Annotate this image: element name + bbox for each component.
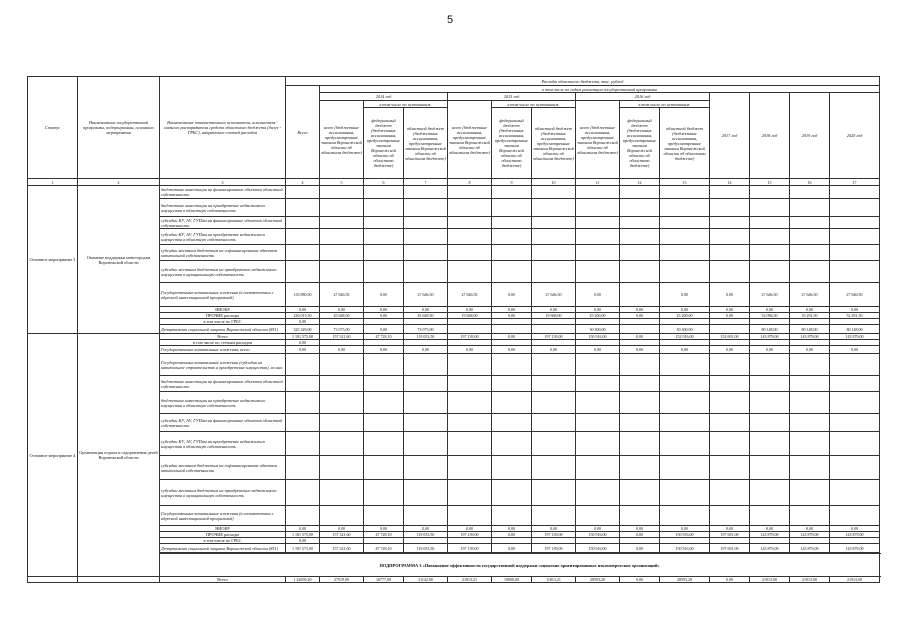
hdr-year-2017: 2017 год xyxy=(710,93,750,179)
row-label: НИОКР xyxy=(160,307,286,313)
row-label: Государственные капитальные вложения (в соответствии с адресной инвестиционной программой) xyxy=(160,283,286,307)
row-label: субсидии местным бюджетам на софинансирование объектов капитальной собственности xyxy=(160,456,286,480)
table-row: Департамент социальной защиты Воронежской области (851) 325 349,00 73 075,00 0,00 73 075,00 30 300,00 30 300,00 80 148,00 80 148,00 80 148,00 xyxy=(28,325,880,334)
subprogram-title: ПОДПРОГРАММА 3 «Повышение эффективности государственной поддержки социально ориентированных некоммерческих организаций» xyxy=(160,554,880,577)
budget-table xyxy=(27,76,880,583)
hdr-sources-2014: в том числе по источникам: xyxy=(364,101,448,108)
hdr-total-2016: всего (бюджетные ассигнования, предусмотренные законом Воронежской области об областном бюджете) xyxy=(576,101,620,179)
hdr-obl-2015: областной бюджет (бюджетные ассигнования, предусмотренные законом Воронежской области об областном бюджете) xyxy=(532,108,576,179)
hdr-executor: Наименование ответственного исполнителя, исполнителя - главного распорядителя средств областного бюджета (далее - ГРБС), направление статей расходов xyxy=(160,77,286,179)
hdr-incl-years: в том числе по годам реализации государственной программы xyxy=(320,86,880,93)
hdr-year-2015: 2015 год xyxy=(448,93,576,101)
row-label: в том числе по ГРБС xyxy=(160,538,286,544)
table-row: НИОКР 0,00 0,00 0,00 0,00 0,00 0,00 0,00 0,00 0,00 0,00 0,00 0,00 0,00 0,00 xyxy=(28,526,880,532)
table-row: в том числе по статьям расходов 0,00 xyxy=(28,340,880,346)
row-label: Департамент социальной защиты Воронежской области (851) xyxy=(160,325,286,334)
table-row: Государственные капитальные вложения, всего 0,00 0,00 0,00 0,00 0,00 0,00 0,00 0,00 0,00 0,00 0,00 0,00 0,00 0,00 xyxy=(28,346,880,354)
hdr-year-2020: 2020 год xyxy=(830,93,880,179)
row-label: бюджетные инвестиции на приобретение недвижимого имущества в областную собственность xyxy=(160,199,286,217)
hdr-fed-2015: федеральный бюджет (бюджетные ассигнования, предусмотренные законом Воронежской области об областном бюджете) xyxy=(492,108,532,179)
hdr-year-2014: 2014 год xyxy=(320,93,448,101)
row-label: в том числе по статьям расходов xyxy=(160,340,286,346)
row-label: Государственные капитальные вложения (в соответствии с адресной инвестиционной программой) xyxy=(160,506,286,526)
row-label: ПРОЧИЕ расходы xyxy=(160,313,286,319)
hdr-status: Статус xyxy=(28,77,78,179)
table-row: Всего 1 42659,20 27919,00 16777,00 21142,00 21813,21 10000,00 11813,21 28593,20 0,00 28593,20 0,00 21913,00 21913,00 21913,00 xyxy=(28,577,880,583)
column-number-row: 1 2 3 4 5 6 7 8 9 10 11 12 13 14 15 16 17 xyxy=(28,179,880,186)
row-label: Государственные капитальные вложения, всего xyxy=(160,346,286,354)
row-label: Государственные капитальные вложения (субсидии на капитальное строительство и приобретение имущества), из них: xyxy=(160,354,286,376)
row-label: субсидии КУ, АУ, ГУПам на финансирование объектов областной собственности xyxy=(160,414,286,432)
hdr-year-2018: 2018 год xyxy=(750,93,790,179)
hdr-year-2016: 2016 год xyxy=(576,93,710,101)
table-row: в том числе по ГРБС 0,00 xyxy=(28,319,880,325)
program-name-cell: Оказание поддержки моногородам Воронежской области xyxy=(78,186,160,334)
hdr-total: Всего xyxy=(286,86,320,179)
row-label: НИОКР xyxy=(160,526,286,532)
row-label: субсидии КУ, АУ, ГУПам на приобретение недвижимого имущества в областную собственность xyxy=(160,229,286,245)
hdr-year-2019: 2019 год xyxy=(790,93,830,179)
row-label: бюджетные инвестиции на финансирование объектов областной собственности xyxy=(160,186,286,199)
row-label: в том числе по ГРБС xyxy=(160,319,286,325)
budget-table-sheet xyxy=(27,76,879,634)
hdr-total-2014: всего (бюджетные ассигнования, предусмотренные законом Воронежской области об областном бюджете) xyxy=(320,101,364,179)
table-row: Основное мероприятие 4 Организация отдыха и оздоровления детей Воронежской области Всего 1 181 575,00 157 321,60 47 728,10 119 053,50 197 139,00 0,00 197 139,00 150 916,00 0,00 152 916,00 152 691,00 143 879,00 143 879,00 143 879,00 xyxy=(28,334,880,340)
row-label: субсидии КУ, АУ, ГУПам на финансирование объектов областной собственности xyxy=(160,217,286,229)
program-name-cell: Организация отдыха и оздоровления детей Воронежской области xyxy=(78,334,160,577)
row-label: бюджетные инвестиции на финансирование объектов областной собственности xyxy=(160,376,286,392)
hdr-obl-2014: областной бюджет (бюджетные ассигнования, предусмотренные законом Воронежской области об областном бюджете) xyxy=(404,108,448,179)
row-label: субсидии местным бюджетам на софинансирование объектов капитальной собственности xyxy=(160,245,286,261)
table-row: в том числе по ГРБС 0,00 xyxy=(28,538,880,544)
hdr-fed-2014: федеральный бюджет (бюджетные ассигнования, предусмотренные законом Воронежской области об областном бюджете) xyxy=(364,108,404,179)
row-label: бюджетные инвестиции на приобретение недвижимого имущества в областную собственность xyxy=(160,392,286,414)
page-number: 5 xyxy=(447,14,454,26)
table-row: Департамент социальной защиты Воронежской области (851) 1 181 575,00 157 321,60 47 728,10 119 053,50 197 139,00 0,00 197 139,00 150 916,00 0,00 150 916,00 197 691,00 143 879,00 143 879,00 143 879,00 xyxy=(28,544,880,553)
row-label: Всего xyxy=(160,334,286,340)
status-cell: Основное мероприятие 4 xyxy=(28,334,78,577)
table-row: НИОКР 0,00 0,00 0,00 0,00 0,00 0,00 0,00 0,00 0,00 0,00 0,00 0,00 0,00 0,00 xyxy=(28,307,880,313)
table-row: Государственные капитальные вложения (в соответствии с адресной инвестиционной программой) 133 880,00 27 646,50 0,00 27 646,50 27 646,50 0,00 27 646,50 0,00 0,00 0,00 27 646,50 27 646,50 27 646,50 xyxy=(28,283,880,307)
row-label: Всего xyxy=(160,577,286,583)
row-label: субсидии местным бюджетам на приобретение недвижимого имущества в муниципальную собственность xyxy=(160,261,286,283)
hdr-sources-2016: в том числе по источникам: xyxy=(620,101,710,108)
row-label: субсидии КУ, АУ, ГУПам на приобретение недвижимого имущества в областную собственность xyxy=(160,432,286,456)
hdr-expenses-title: Расходы областного бюджета, тыс. рублей xyxy=(286,77,880,86)
hdr-program-name: Наименование государственной программы, подпрограммы, основного мероприятия xyxy=(78,77,160,179)
table-row: ПРОЧИЕ расходы 1 181 575,00 157 321,60 47 728,10 119 053,50 197 139,00 0,00 197 139,00 150 916,00 0,00 150 916,00 197 691,00 143 879,00 143 879,00 143 879,00 xyxy=(28,532,880,538)
hdr-total-2015: всего (бюджетные ассигнования, предусмотренные законом Воронежской области об областном бюджете) xyxy=(448,101,492,179)
hdr-obl-2016: областной бюджет (бюджетные ассигнования, предусмотренные законом Воронежской области об областном бюджете) xyxy=(660,108,710,179)
row-label: субсидии местным бюджетам на приобретение недвижимого имущества в муниципальную собственность xyxy=(160,480,286,506)
row-label: ПРОЧИЕ расходы xyxy=(160,532,286,538)
status-cell: Основное мероприятие 3 xyxy=(28,186,78,334)
table-row xyxy=(28,186,880,199)
hdr-fed-2016: федеральный бюджет (бюджетные ассигнования, предусмотренные законом Воронежской области об областном бюджете) xyxy=(620,108,660,179)
table-row: ПРОЧИЕ расходы 226 015,50 45 648,50 0,00 45 648,50 19 668,00 0,00 19 668,00 25 200,00 0,00 25 200,00 0,00 52 096,50 35 291,50 52 291,50 xyxy=(28,313,880,319)
row-label: Департамент социальной защиты Воронежской области (851) xyxy=(160,544,286,553)
hdr-sources-2015: в том числе по источникам: xyxy=(492,101,576,108)
